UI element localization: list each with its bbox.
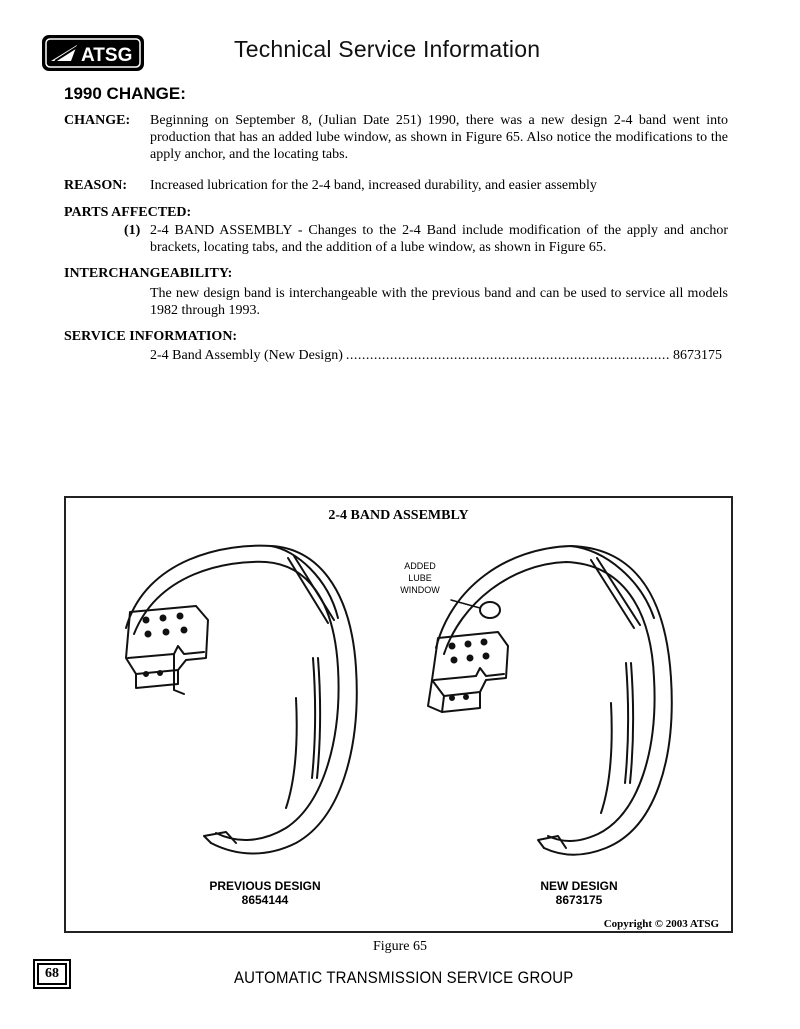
service-information-heading: SERVICE INFORMATION:	[64, 329, 238, 344]
figure-caption: Figure 65	[372, 939, 428, 954]
new-design-band	[428, 546, 672, 855]
service-part-line	[150, 347, 722, 364]
interchangeability-text: The new design band is interchangeable with the previous band and can be used to service all models 1982 through 1993.	[150, 286, 728, 318]
atsg-logo	[41, 34, 145, 72]
service-part-name: 2-4 Band Assembly (New Design)	[150, 348, 343, 363]
figure-65	[64, 496, 733, 933]
change-text: Beginning on September 8, (Julian Date 251) 1990, there was a new design 2-4 band went into production that has an added lube window, as shown in Figure 65. Also notice the modifications to the apply anchor, and the locating tabs.	[150, 113, 728, 162]
interchangeability-heading: INTERCHANGEABILITY:	[64, 266, 233, 281]
dot-leader	[346, 347, 670, 364]
previous-design-label: PREVIOUS DESIGN 8654144	[209, 879, 321, 907]
previous-design-band	[126, 546, 357, 854]
part-item-number: (1)	[124, 223, 141, 238]
part-item-text: 2-4 BAND ASSEMBLY - Changes to the 2-4 Band include modification of the apply and anchor brackets, locating tabs, and the addition of a lube window, as shown in Figure 65.	[150, 223, 728, 255]
reason-block	[64, 177, 728, 194]
section-heading: 1990 CHANGE:	[64, 84, 186, 103]
parts-affected-heading: PARTS AFFECTED:	[64, 205, 192, 220]
figure-title: 2-4 BAND ASSEMBLY	[328, 508, 469, 523]
page-number: 68	[37, 963, 67, 985]
copyright-notice: Copyright © 2003 ATSG	[603, 918, 719, 930]
footer-text: AUTOMATIC TRANSMISSION SERVICE GROUP	[234, 968, 574, 987]
change-label: CHANGE:	[64, 113, 131, 128]
reason-label: REASON:	[64, 178, 128, 193]
reason-text: Increased lubrication for the 2-4 band, increased durability, and easier assembly	[150, 178, 597, 193]
service-part-number: 8673175	[673, 348, 722, 363]
added-lube-window-callout: ADDED LUBE WINDOW	[400, 561, 440, 595]
logo-text: ATSG	[81, 45, 133, 66]
page-title: Technical Service Information	[234, 36, 541, 62]
lube-window	[480, 602, 500, 618]
change-block	[64, 112, 728, 163]
new-design-label: NEW DESIGN 8673175	[540, 879, 618, 907]
